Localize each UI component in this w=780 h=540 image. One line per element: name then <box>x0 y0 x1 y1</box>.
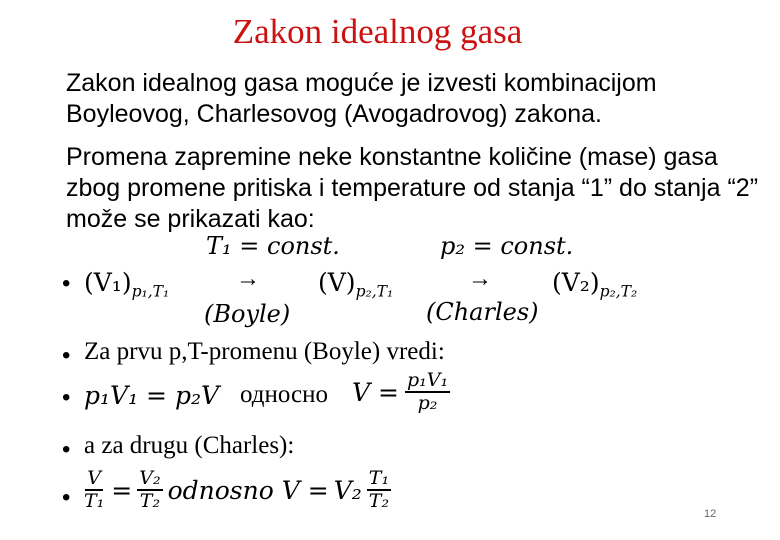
boyle-result <box>352 370 450 415</box>
slide-title: Zakon idealnog gasa <box>232 12 523 51</box>
state-intermediate-conditions: p₂,T₁ <box>355 282 394 301</box>
state-2-volume: (V₂) <box>552 268 600 297</box>
state-2-conditions: p₂,T₂ <box>599 282 638 301</box>
state-1 <box>84 268 170 301</box>
charles-step-text: a za drugu (Charles): <box>84 432 295 459</box>
charles-fraction-2 <box>137 468 162 513</box>
description-paragraph: Promena zapremine neke konstantne količine (mase) gasa zbog promene pritiska i temperature od stanja “1” do stanja “2” može se prikazati kao: <box>66 143 759 233</box>
boyle-odnosno-word: односно <box>240 381 328 408</box>
boyle-step-text: Za prvu p,T-promenu (Boyle) vredi: <box>84 338 445 365</box>
arrow-2: → <box>468 266 492 292</box>
boyle-fraction-numerator: p₁V₁ <box>406 369 449 391</box>
label-charles: (Charles) <box>426 298 539 326</box>
charles-equals: = <box>111 475 133 505</box>
state-intermediate-volume: (V) <box>318 268 356 297</box>
intro-paragraph: Zakon idealnog gasa moguće je izvesti kombinacijom Boyleovog, Charlesovog (Avogadrovog) zakona. <box>66 69 657 128</box>
charles-equation <box>82 468 391 513</box>
condition-constant-pressure: p₂ = const. <box>440 232 574 260</box>
state-1-volume: (V₁) <box>84 268 132 297</box>
charles-fraction-2-denominator: T₂ <box>139 489 161 512</box>
state-intermediate <box>318 268 394 301</box>
bullet-marker: • <box>62 436 71 463</box>
state-2 <box>552 268 638 301</box>
arrow-1: → <box>236 266 260 292</box>
charles-fraction-1-denominator: T₁ <box>84 489 105 512</box>
bullet-marker: • <box>62 384 71 411</box>
charles-fraction-2-numerator: V₂ <box>139 467 161 489</box>
charles-fraction-3-numerator: T₁ <box>368 467 390 489</box>
boyle-equation: p₁V₁ = p₂V <box>84 381 220 410</box>
condition-constant-temperature: T₁ = const. <box>206 232 340 260</box>
boyle-fraction <box>405 370 450 415</box>
charles-fraction-3 <box>367 468 391 513</box>
boyle-result-lhs: V = <box>352 377 399 407</box>
charles-fraction-1-numerator: V <box>87 467 102 489</box>
boyle-fraction-denominator: p₂ <box>417 391 438 414</box>
page-number: 12 <box>704 508 717 520</box>
charles-fraction-3-denominator: T₂ <box>368 489 390 512</box>
state-1-conditions: p₁,T₁ <box>131 282 170 301</box>
label-boyle: (Boyle) <box>204 300 291 328</box>
bullet-marker: • <box>62 484 71 511</box>
charles-fraction-1 <box>82 468 106 513</box>
bullet-marker: • <box>62 342 71 369</box>
charles-v2: V₂ <box>333 475 362 505</box>
bullet-marker: • <box>62 270 71 297</box>
charles-odnosno-text: odnosno V = <box>167 475 329 505</box>
